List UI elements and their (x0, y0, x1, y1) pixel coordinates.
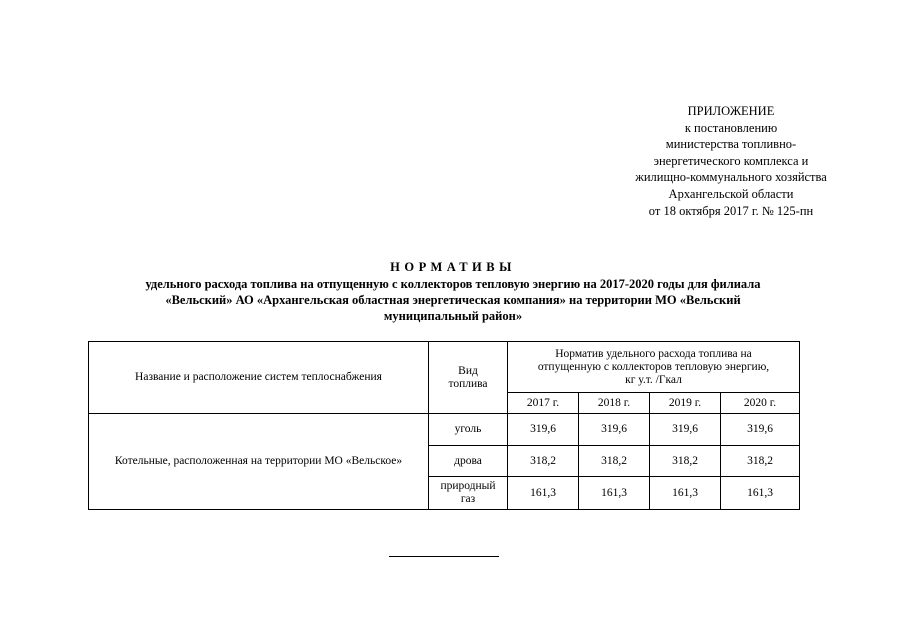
title-main: НОРМАТИВЫ (390, 260, 516, 274)
header-year: 2018 г. (579, 393, 650, 414)
value-cell: 161,3 (721, 477, 800, 510)
value-cell: 318,2 (508, 446, 579, 477)
value-cell: 161,3 (579, 477, 650, 510)
header-row (89, 342, 800, 393)
header-year: 2017 г. (508, 393, 579, 414)
value-cell: 319,6 (650, 414, 721, 446)
norms-table (88, 341, 800, 510)
header-norm-line: Норматив удельного расхода топлива на (555, 347, 752, 360)
header-norm-line: отпущенную с коллекторов тепловую энергию, (537, 360, 770, 373)
value-cell: 319,6 (721, 414, 800, 446)
fuel-line: газ (460, 493, 476, 505)
appendix-line: ПРИЛОЖЕНИЕ (687, 104, 775, 118)
appendix-line: к постановлению (684, 120, 778, 135)
value-cell: 318,2 (650, 446, 721, 477)
subtitle-line: «Вельский» АО «Архангельская областная энергетическая компания» на территории МО «Вельский (165, 293, 741, 307)
document-title (40, 259, 866, 324)
appendix-line: энергетического комплекса и (653, 153, 809, 168)
fuel-cell (429, 477, 508, 510)
table-row (89, 414, 800, 446)
header-fuel-line: топлива (448, 377, 488, 390)
system-name-cell (89, 414, 429, 510)
value-cell: 161,3 (508, 477, 579, 510)
signature-line (389, 556, 499, 557)
appendix-line: жилищно-коммунального хозяйства (635, 170, 827, 185)
subtitle-line: удельного расхода топлива на отпущенную с коллекторов тепловую энергию на 2017-2020 годы для филиала (145, 277, 761, 291)
header-fuel (429, 342, 508, 414)
value-cell: 319,6 (579, 414, 650, 446)
header-norm (508, 342, 800, 393)
appendix-line: Архангельской области (668, 186, 794, 201)
header-system-label: Название и расположение систем теплоснабжения (135, 371, 382, 383)
value-cell: 319,6 (508, 414, 579, 446)
subtitle-line: муниципальный район» (383, 309, 523, 323)
appendix-line: министерства топливно- (665, 137, 797, 152)
fuel-line: природный (440, 480, 496, 492)
header-system (89, 342, 429, 414)
header-year: 2019 г. (650, 393, 721, 414)
header-norm-line: кг у.т. /Гкал (625, 373, 682, 386)
value-cell: 318,2 (721, 446, 800, 477)
appendix-block (600, 103, 862, 219)
appendix-line: от 18 октября 2017 г. № 125-пн (648, 203, 814, 218)
header-fuel-line: Вид (458, 364, 478, 377)
value-cell: 318,2 (579, 446, 650, 477)
header-year: 2020 г. (721, 393, 800, 414)
fuel-cell: уголь (429, 414, 508, 446)
system-name: Котельные, расположенная на территории МО «Вельское» (114, 455, 403, 467)
value-cell: 161,3 (650, 477, 721, 510)
fuel-cell: дрова (429, 446, 508, 477)
title-subtitle (40, 276, 866, 324)
